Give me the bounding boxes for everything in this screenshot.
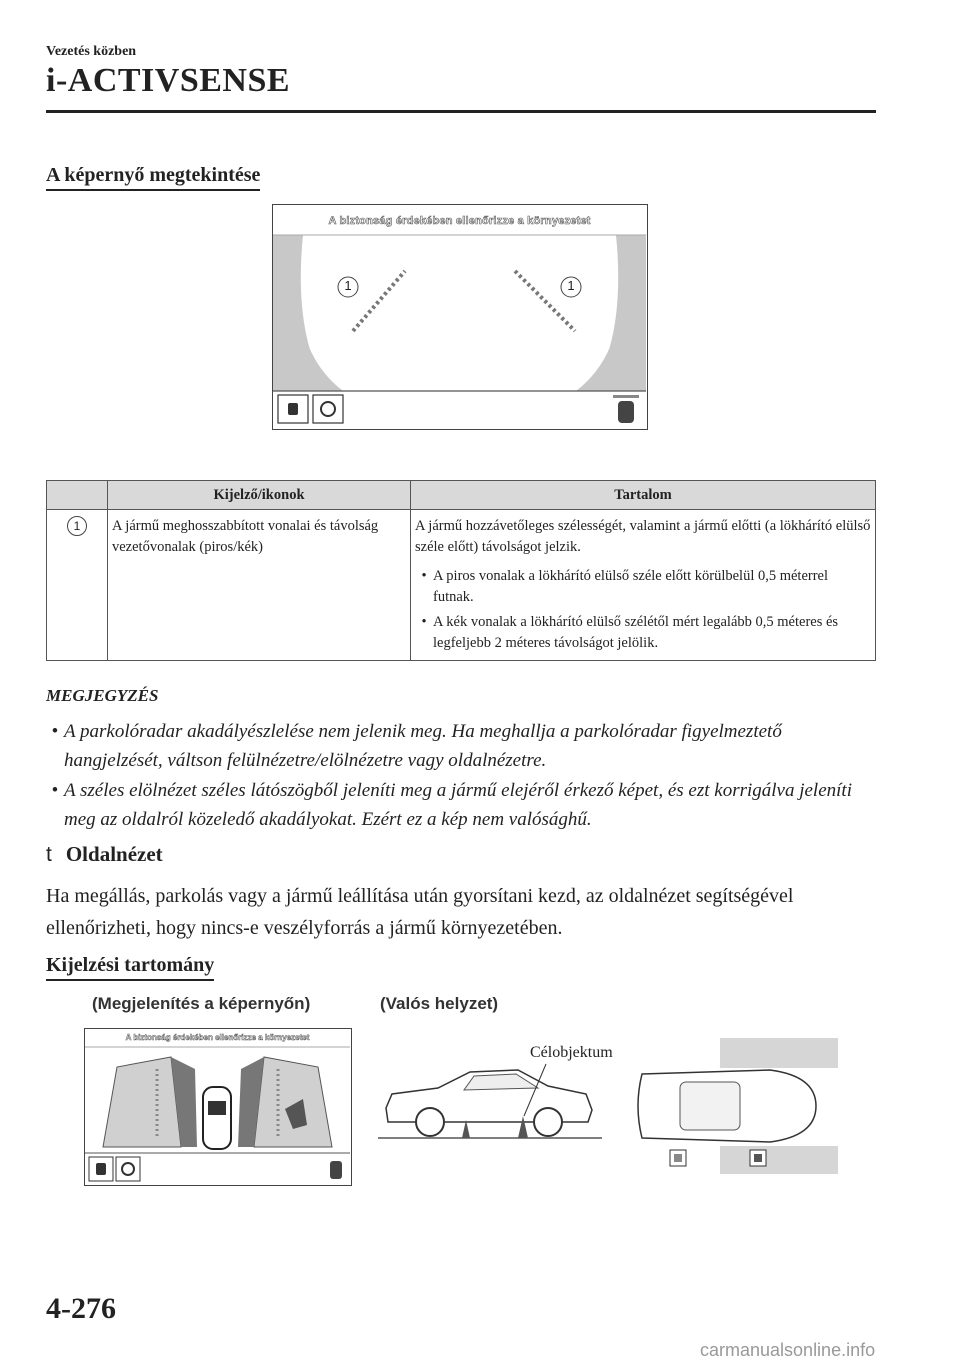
- car-top-illustration: [620, 1036, 840, 1176]
- note-list: • A parkolóradar akadályészlelése nem jelenik meg. Ha meghallja a parkolóradar figyelmeztető hangjelzését, váltson felülnézetre/elölnézetre vagy oldalnézetre. • A széles elölnézet széles látószögből jeleníti meg a jármű elejéről érkező képet, és ezt korrigálva jeleníti meg az oldalról közeledő akadályokat. Ezért ez a kép nem valósághű.: [46, 718, 876, 836]
- camera-screen-illustration: [272, 204, 648, 430]
- caption-real: (Valós helyzet): [380, 994, 499, 1013]
- table-header-row: [47, 481, 876, 510]
- page-number: 4-276: [46, 1292, 116, 1325]
- callout-1-right: 1: [567, 278, 575, 293]
- side-view-title: Oldalnézet: [65, 842, 163, 866]
- section-subtitle: Vezetés közben: [46, 44, 137, 59]
- caption-screen: (Megjelenítés a képernyőn): [92, 994, 311, 1013]
- info-table: [46, 480, 876, 661]
- watermark: carmanualsonline.info: [700, 1340, 876, 1360]
- screen-view-heading: A képernyő megtekintése: [46, 164, 260, 191]
- header-rule: [46, 110, 876, 113]
- screen-banner: A biztonság érdekében ellenőrizze a környezetet: [328, 215, 591, 227]
- callout-1-left: 1: [344, 278, 352, 293]
- side-view-screen-illustration: [84, 1028, 352, 1186]
- section-title: i-ACTIVSENSE: [46, 62, 291, 99]
- side-view-heading: [46, 842, 163, 867]
- guide-line-left: [353, 271, 405, 331]
- section-marker: t: [46, 843, 52, 866]
- side-view-paragraph: Ha megállás, parkolás vagy a jármű leállítása után gyorsítani kezd, az oldalnézet segítségével ellenőrizheti, hogy nincs-e veszélyforrás a jármű környezetében.: [46, 885, 794, 939]
- table-row: [47, 510, 876, 661]
- content-text: A jármű hozzávetőleges szélességét, valamint a jármű előtti (a lökhárító elülső széle előtt) távolságot jelzik.: [415, 518, 871, 556]
- note-item: A széles elölnézet széles látószögből jeleníti meg a jármű elejéről érkező képet, és ezt korrigálva jeleníti meg az oldalról közeledő akadályokat. Ezért ez a kép nem valósághű.: [64, 780, 852, 830]
- icon-description: A jármű meghosszabbított vonalai és távolság vezetővonalak (piros/kék): [108, 510, 411, 661]
- range-heading: Kijelzési tartomány: [46, 954, 214, 981]
- table-header-icons: Kijelző/ikonok: [108, 481, 411, 510]
- callout-number: 1: [67, 516, 87, 536]
- side-screen-banner: A biztonság érdekében ellenőrizze a környezetet: [125, 1033, 310, 1042]
- content-cell: A jármű hozzávetőleges szélességét, valamint a jármű előtti (a lökhárító elülső széle előtt) távolságot jelzik. • A piros vonalak a lökhárító elülső széle előtt körülbelül 0,5 méterrel futnak. • A kék vonalak a lökhárító elülső szélétől mért legalább 0,5 méteres és legfeljebb 2 méteres távolságot jelölik.: [411, 510, 876, 661]
- table-header-content: Tartalom: [411, 481, 876, 510]
- note-item: A parkolóradar akadályészlelése nem jelenik meg. Ha meghallja a parkolóradar figyelmeztető hangjelzését, váltson felülnézetre/elölnézetre vagy oldalnézetre.: [64, 721, 782, 771]
- table-header-num: [47, 481, 108, 510]
- content-bullet: A piros vonalak a lökhárító elülső széle előtt körülbelül 0,5 méterrel futnak.: [433, 568, 829, 606]
- note-title: MEGJEGYZÉS: [46, 686, 159, 705]
- car-side-illustration: [378, 1060, 602, 1146]
- target-label: Célobjektum: [530, 1044, 613, 1061]
- content-bullet: A kék vonalak a lökhárító elülső szélétől mért legalább 0,5 méteres és legfeljebb 2 méteres távolságot jelölik.: [433, 614, 839, 652]
